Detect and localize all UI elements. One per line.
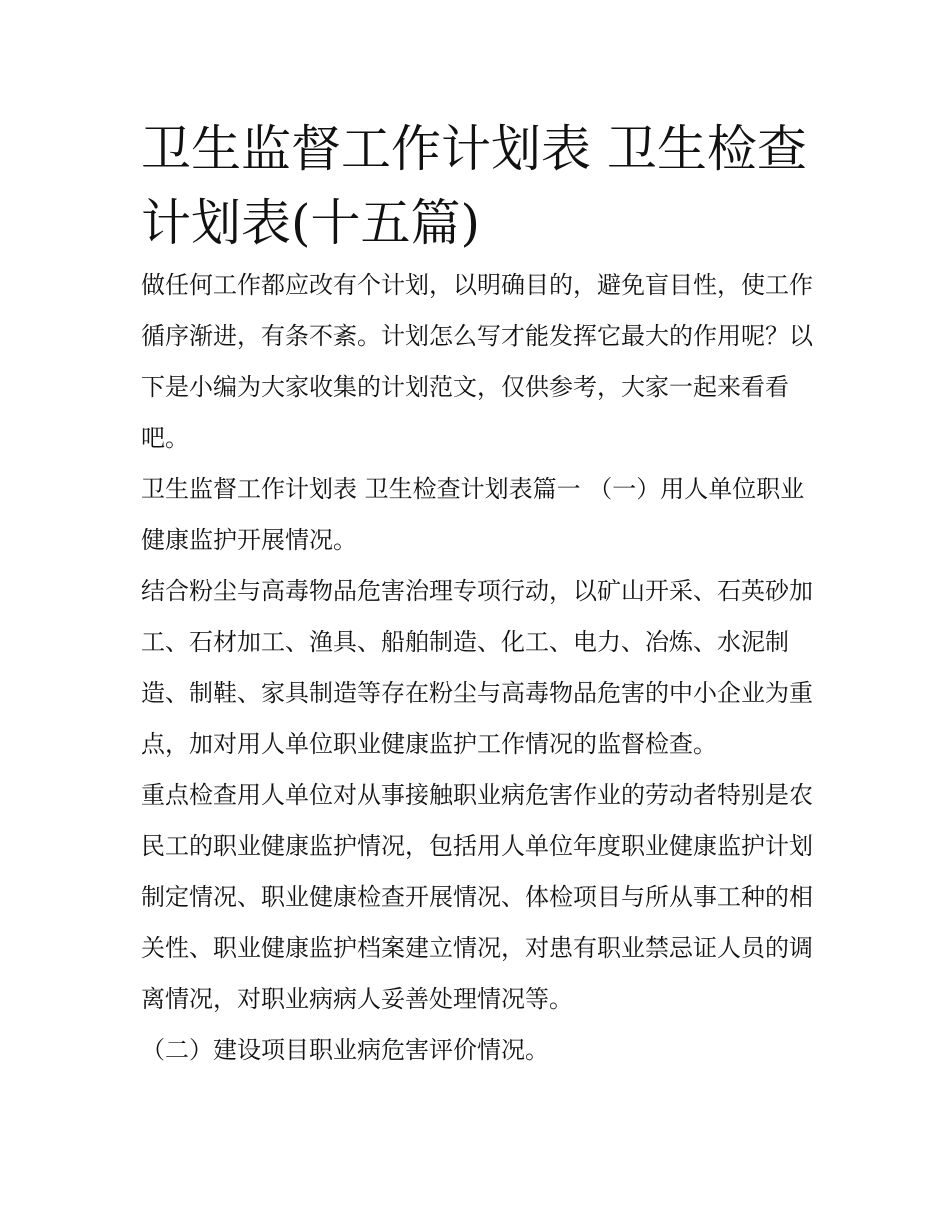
- paragraph-inspection-focus: 重点检查用人单位对从事接触职业病危害作业的劳动者特别是农民工的职业健康监护情况，包括用人单位年度职业健康监护计划制定情况、职业健康检查开展情况、体检项目与所从事工种的相关性、职业健康监护档案建立情况，对患有职业禁忌证人员的调离情况，对职业病病人妥善处理情况等。: [141, 781, 813, 1013]
- document-body: [141, 260, 813, 1076]
- paragraph-intro: 做任何工作都应改有个计划，以明确目的，避免盲目性，使工作循序渐进，有条不紊。计划怎么写才能发挥它最大的作用呢？以下是小编为大家收集的计划范文，仅供参考，大家一起来看看吧。: [141, 271, 813, 452]
- paragraph-section-two-heading: （二）建设项目职业病危害评价情况。: [141, 1036, 549, 1064]
- document-title: 卫生监督工作计划表 卫生检查计划表(十五篇): [141, 120, 807, 252]
- paragraph-key-industries: 结合粉尘与高毒物品危害治理专项行动，以矿山开采、石英砂加工、石材加工、渔具、船舶制造、化工、电力、冶炼、水泥制造、制鞋、家具制造等存在粉尘与高毒物品危害的中小企业为重点，加对用人单位职业健康监护工作情况的监督检查。: [141, 577, 813, 758]
- document-content: [141, 112, 813, 1076]
- paragraph-section-one-heading: 卫生监督工作计划表 卫生检查计划表篇一 （一）用人单位职业健康监护开展情况。: [141, 475, 805, 554]
